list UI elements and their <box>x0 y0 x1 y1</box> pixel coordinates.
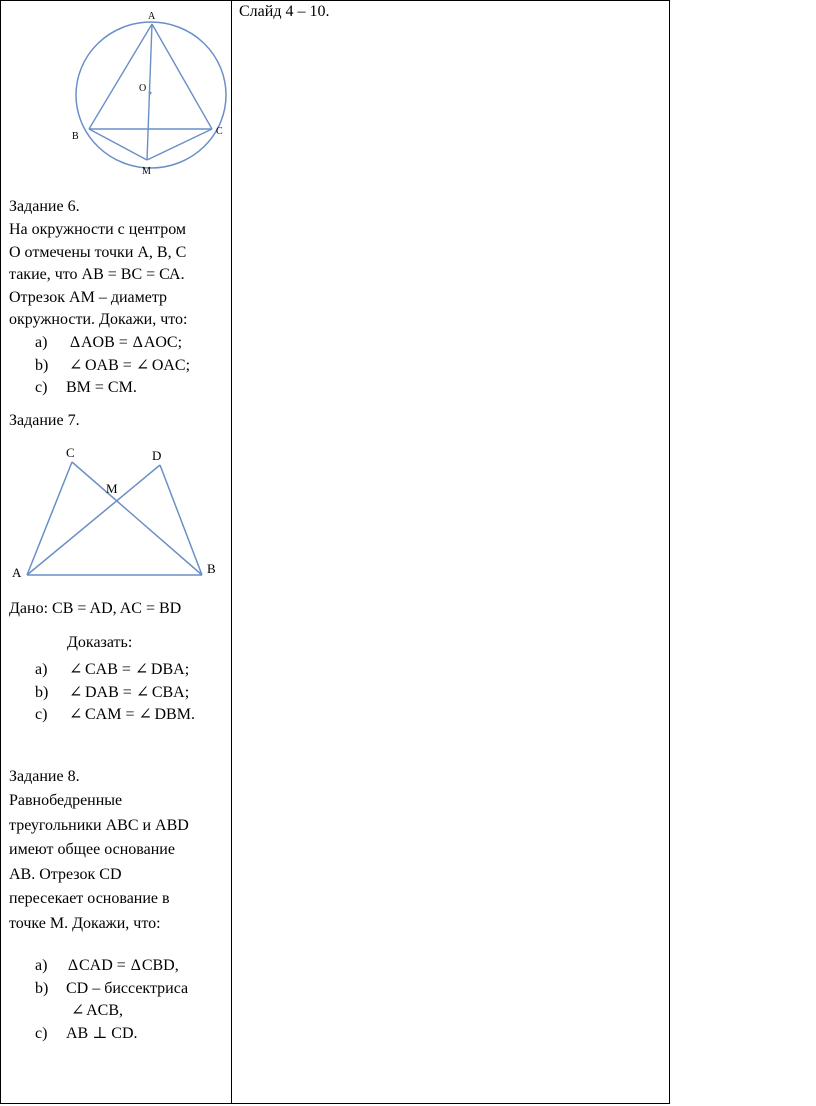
task6-line: На окружности с центром <box>9 221 187 238</box>
task7-prove-label: Доказать: <box>67 634 133 651</box>
task6-line: О отмечены точки А, В, С <box>9 243 187 261</box>
task8-list <box>9 955 231 1045</box>
task8-line: Равнобедренные <box>9 792 123 809</box>
list-item: c) BM = CM. <box>9 377 231 400</box>
angle-symbol: ∠ <box>134 661 149 678</box>
task7-title: Задание 7. <box>9 412 80 429</box>
label-b: B <box>72 131 79 142</box>
angle-symbol: ∠ <box>135 356 150 374</box>
angle-symbol: ∠ <box>69 661 83 678</box>
label-c: C <box>216 126 223 137</box>
angle-symbol: ∠ <box>69 356 83 374</box>
list-item: b) ∠ DAB = ∠ CBA; <box>9 682 231 705</box>
segment-cm <box>147 129 212 160</box>
task7-given: Дано: CB = AD, AC = BD <box>9 600 182 617</box>
segment-ac <box>27 462 72 575</box>
task8-line: треугольники ABC и ABD <box>9 816 189 834</box>
crossed-triangles-figure <box>10 440 225 580</box>
label-c: C <box>66 445 75 460</box>
triangle-symbol: ∆ <box>68 957 78 974</box>
item-marker: a) <box>35 334 48 351</box>
angle-symbol: ∠ <box>135 683 150 701</box>
label-o: O <box>139 83 147 94</box>
segment-bm <box>89 129 147 160</box>
list-item: ∠ ACB, <box>9 1000 231 1023</box>
list-item: a) ∆AOB = ∆AOC; <box>9 332 231 355</box>
label-b: B <box>207 561 216 576</box>
label-a: A <box>148 11 156 22</box>
item-marker: a) <box>35 957 48 974</box>
slide-label: Слайд 4 – 10. <box>239 3 330 20</box>
item-marker: b) <box>35 683 49 701</box>
task8-line: AB. Отрезок CD <box>9 865 122 883</box>
angle-symbol: ∠ <box>69 706 83 724</box>
task6-statement <box>9 219 231 332</box>
list-item: b) CD – биссектриса <box>9 978 231 1001</box>
angle-symbol: ∠ <box>69 683 83 701</box>
item-marker: b) <box>35 979 49 997</box>
task8-title: Задание 8. <box>9 768 80 785</box>
item-marker: c) <box>35 1024 48 1042</box>
label-m: M <box>142 166 151 177</box>
task7-list <box>9 659 231 727</box>
triangle-symbol: ∆ <box>130 957 141 974</box>
angle-symbol: ∠ <box>71 1002 85 1020</box>
item-marker: c) <box>35 379 48 397</box>
angle-symbol: ∠ <box>138 706 152 724</box>
center-point <box>149 92 152 95</box>
label-d: D <box>152 448 162 463</box>
circle-triangle-figure <box>60 6 235 181</box>
task8-line: точке М. Докажи, что: <box>9 914 161 932</box>
list-item: a) ∆CAD = ∆CBD, <box>9 955 231 978</box>
item-marker: a) <box>35 661 48 678</box>
task6-list <box>9 332 231 400</box>
task6-line: окружности. Докажи, что: <box>9 311 188 329</box>
label-m: M <box>106 481 118 496</box>
label-a: A <box>12 565 22 580</box>
task6-line: Отрезок АМ – диаметр <box>9 288 168 306</box>
segment-db <box>160 465 202 575</box>
task6-title: Задание 6. <box>9 198 80 215</box>
task6-line: такие, что АВ = ВС = СА. <box>9 266 185 284</box>
list-item: c) AB ⊥ CD. <box>9 1023 231 1046</box>
list-item: b) ∠ OAB = ∠ OAC; <box>9 355 231 378</box>
item-marker: c) <box>35 706 48 724</box>
triangle-symbol: ∆ <box>132 334 143 351</box>
task8-line: имеют общее основание <box>9 841 175 858</box>
list-item: c) ∠ CAM = ∠ DBM. <box>9 704 231 727</box>
task8-statement <box>9 789 231 936</box>
task8-line: пересекает основание в <box>9 890 170 907</box>
side-ab <box>89 24 152 129</box>
side-ac <box>152 24 212 129</box>
item-marker: b) <box>35 356 49 374</box>
triangle-symbol: ∆ <box>70 334 80 351</box>
list-item: a) ∠ CAB = ∠ DBA; <box>9 659 231 682</box>
segment-cb <box>72 462 202 575</box>
